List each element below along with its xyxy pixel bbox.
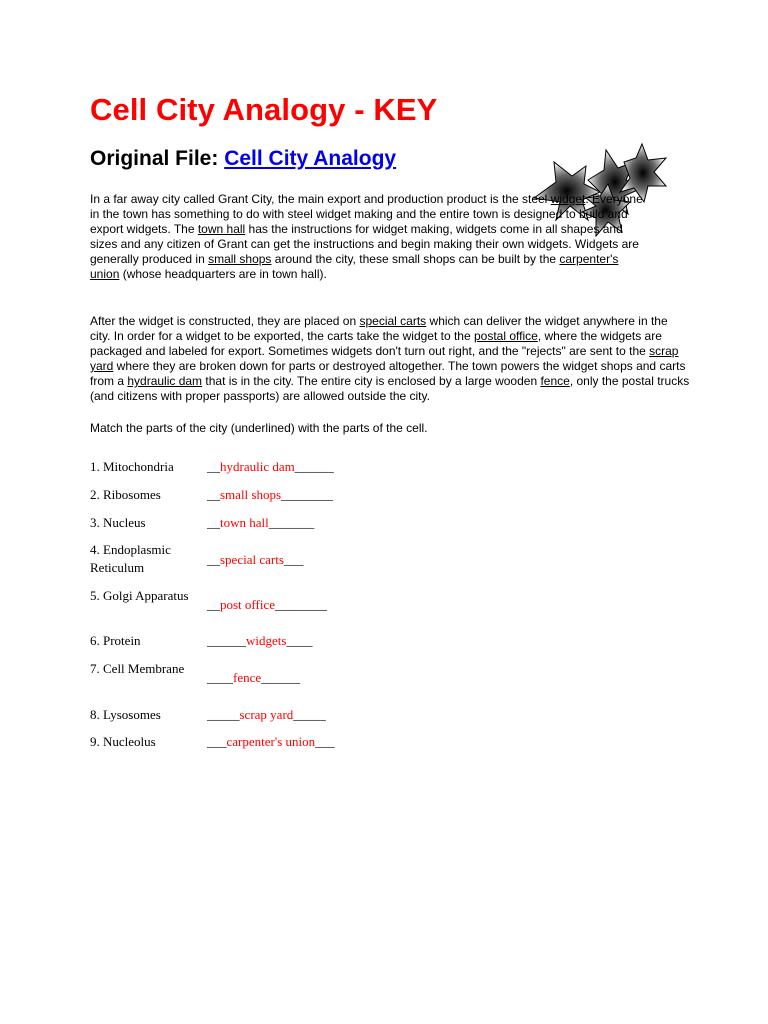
answer-text: special carts xyxy=(220,552,284,567)
answer-line xyxy=(207,514,314,532)
blank-post: _____ xyxy=(293,707,326,722)
para1-text: In a far away city called Grant City, the main export and production product is the steel xyxy=(90,192,551,206)
blank-post: ______ xyxy=(261,670,301,685)
answer-text: scrap yard xyxy=(239,707,294,722)
para2-text: where they are broken down for parts or destroyed altogether. The town powers the widget shops and carts from a xyxy=(90,359,686,388)
blank-pre: ___ xyxy=(207,734,227,749)
term-postal-office: postal office xyxy=(474,329,538,343)
cell-part-label: 8. Lysosomes xyxy=(90,707,161,722)
answer-text: town hall xyxy=(220,515,269,530)
blank-post: _______ xyxy=(268,515,315,530)
blank-pre: _____ xyxy=(207,707,240,722)
term-town-hall: town hall xyxy=(197,222,246,236)
blank-post: ________ xyxy=(275,597,327,612)
blank-post: ____ xyxy=(286,633,313,648)
term-widget: widget xyxy=(550,192,586,206)
cell-part-label: 4. Endoplasmic Reticulum xyxy=(90,542,171,575)
answer-line xyxy=(207,706,326,724)
para2-text: After the widget is constructed, they are placed on xyxy=(90,314,360,328)
original-file-heading xyxy=(90,147,396,171)
blank-post: ______ xyxy=(294,459,334,474)
blank-pre: ______ xyxy=(207,633,246,648)
answer-line xyxy=(207,632,312,650)
answer-text: carpenter's union xyxy=(226,734,316,749)
para1-text: has the instructions for widget making, widgets come in all shapes and sizes and any citizen of Grant can get the instructions and begin making their own widgets. Widgets are generally produced in xyxy=(90,222,639,266)
answer-text: post office xyxy=(220,597,275,612)
para2-text: which can deliver the widget anywhere in the city. In order for a widget to be exported, the carts take the widget to the xyxy=(90,314,668,343)
answer-line xyxy=(207,596,327,614)
original-file-link[interactable]: Cell City Analogy xyxy=(224,147,397,170)
original-file-label: Original File: xyxy=(90,147,225,170)
answer-text: small shops xyxy=(220,487,282,502)
term-fence: fence xyxy=(540,374,570,388)
term-small-shops: small shops xyxy=(208,252,272,266)
answer-text: widgets xyxy=(246,633,287,648)
term-scrap-yard: scrap yard xyxy=(90,344,679,373)
cell-part-label: 5. Golgi Apparatus xyxy=(90,588,189,603)
blank-pre: __ xyxy=(207,459,220,474)
blank-post: ___ xyxy=(283,552,304,567)
blank-pre: __ xyxy=(207,515,220,530)
blank-pre: ____ xyxy=(207,670,233,685)
story-paragraph-2 xyxy=(90,314,690,404)
answer-line xyxy=(207,669,300,687)
blank-pre: __ xyxy=(207,597,220,612)
blank-pre: __ xyxy=(207,552,220,567)
answer-text: fence xyxy=(233,670,262,685)
answer-line xyxy=(207,551,303,569)
story-paragraph-1 xyxy=(90,192,650,282)
term-carpenters-union: carpenter's union xyxy=(90,252,619,281)
para2-text: , where the widgets are packaged and labeled for export. Sometimes widgets don't turn out right, and the "rejects" are sent to the xyxy=(90,329,662,358)
blank-post: ________ xyxy=(281,487,334,502)
page-title: Cell City Analogy - KEY xyxy=(90,92,438,127)
answer-line xyxy=(207,458,334,476)
cell-part-label: 7. Cell Membrane xyxy=(90,661,185,676)
answer-line xyxy=(207,733,335,751)
blank-post: ___ xyxy=(315,734,335,749)
para1-text: around the city, these small shops can be built by the xyxy=(271,252,560,266)
cell-part-label: 1. Mitochondria xyxy=(90,459,174,474)
cell-part-label: 2. Ribosomes xyxy=(90,487,161,502)
para1-text: . Everyone in the town has something to do with steel widget making and the entire town is designed to build and export widgets. The xyxy=(90,192,643,236)
cell-part-label: 3. Nucleus xyxy=(90,515,146,530)
para2-text: , only the postal trucks (and citizens with proper passports) are allowed outside the city. xyxy=(90,374,690,403)
cell-part-label: 9. Nucleolus xyxy=(90,734,156,749)
blank-pre: __ xyxy=(207,487,220,502)
answer-line xyxy=(207,486,333,504)
instructions: Match the parts of the city (underlined) with the parts of the cell. xyxy=(90,421,428,435)
cell-part-label: 6. Protein xyxy=(90,633,141,648)
answer-text: hydraulic dam xyxy=(220,459,295,474)
para1-text: (whose headquarters are in town hall). xyxy=(119,267,327,281)
term-hydraulic-dam: hydraulic dam xyxy=(127,374,203,388)
term-special-carts: special carts xyxy=(359,314,427,328)
para2-text: that is in the city. The entire city is enclosed by a large wooden xyxy=(202,374,541,388)
